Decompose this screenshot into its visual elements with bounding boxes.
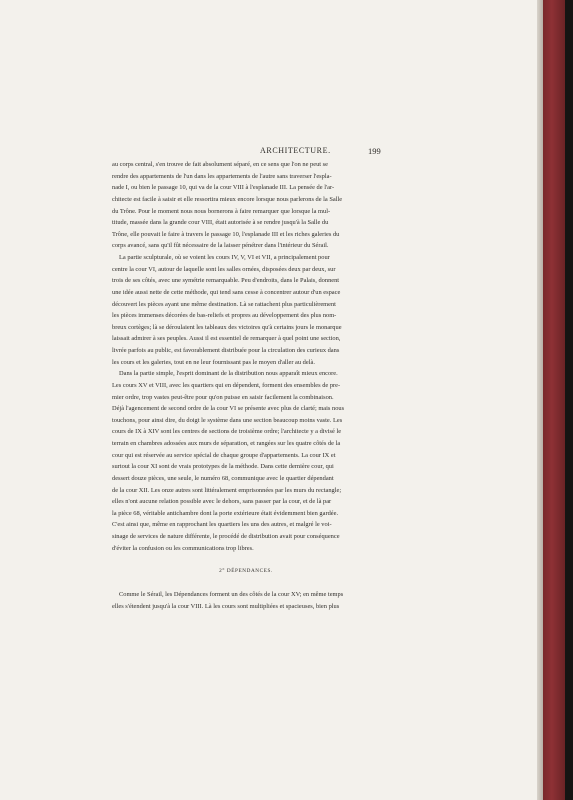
text-line: laissait admirer à ses peuples. Aussi il est essentiel de remarquer à quel point une section, [112,335,341,343]
background-shadow [565,0,573,800]
text-line: touchons, pour ainsi dire, du doigt le système dans une section beaucoup moins vaste. Les [112,416,343,424]
text-line: cours de IX à XIV sont les centres de sections de troisième ordre; l'architecte y a divisé le [112,428,342,436]
text-line: centre la cour VI, autour de laquelle sont les salles ornées, disposées deux par deux, sur [112,265,336,273]
text-line: Dans la partie simple, l'esprit dominant de la distribution nous apparaît mieux encore. [119,370,338,378]
text-line: terrain en chambres adossées aux murs de séparation, et rangées sur les quatre côtés de la [112,440,341,447]
text-line: sinage de services de nature différente, le procédé de distribution avait pour conséquence [112,533,340,540]
text-line: corps avancé, sans qu'il fût nécessaire de la laisser pénétrer dans l'intérieur du Sérail. [112,242,329,250]
text-line: surtout la cour XI sont de vrais prototypes de la méthode. Dans cette dernière cour, qui [112,463,334,471]
text-line: de la cour XII. Les onze autres sont littéralement emprisonnées par les murs du rectangle; [112,486,342,494]
text-line: livrée parfois au public, est favorablement distribuée pour la circulation des curieux dans [112,347,340,354]
text-line: Comme le Sérail, les Dépendances forment un des côtés de la cour XV; en même temps [119,591,344,599]
text-line: dessert douze pièces, une seule, le numéro 68, communique avec le quartier dépendant [112,474,334,482]
running-head: ARCHITECTURE. [260,146,331,155]
text-line: du Trône. Pour le moment nous nous bornerons à faire remarquer que lorsque la mul- [112,207,331,215]
body-text [112,159,380,612]
text-line: les cours et les galeries, tout en ne leur fournissant pas le moyen d'aller au delà. [112,358,315,366]
text-line: Trône, elle pouvait le faire à travers le passage 10, l'esplanade III et les riches galeries du [112,230,340,238]
text-line: d'éviter la confusion ou les communications trop libres. [112,544,254,552]
text-line: elles n'ont aucune relation possible avec le dehors, sans passer par la cour, et de là par [112,498,332,506]
text-line: Déjà l'agencement de second ordre de la cour VI se présente avec plus de clarté; mais nous [112,405,345,413]
book-cover-binding [543,0,565,800]
text-line: les pièces immenses décorées de bas-reliefs et propres au développement des plus nom- [112,312,337,320]
text-line: la pièce 68, véritable antichambre dont la porte extérieure était évidemment bien gardée. [112,509,339,517]
text-line: C'est ainsi que, même en rapprochant les quartiers les uns des autres, et malgré le voi- [112,521,332,529]
text-line: breux cortèges; là se déroulaient les tableaux des victoires qu'à certains jours le monarque [112,323,342,331]
text-line: au corps central, s'en trouve de fait absolument séparé, en ce sens que l'on ne peut se [112,161,328,168]
text-line: rendre des appartements de l'un dans les appartements de l'autre sans traverser l'espla- [112,172,332,180]
page-header [115,146,375,160]
text-line: trois de ses côtés, avec une symétrie remarquable. Peu d'endroits, dans le Palais, donnent [112,277,340,285]
text-line: une idée aussi nette de cette méthode, qui tend sans cesse à concentrer autour d'un espace [112,288,341,296]
text-line: cour qui est réservée au service spécial de chaque groupe d'appartements. La cour IX et [112,451,336,459]
page-number: 199 [368,146,381,156]
text-line: chitecte est facile à saisir et elle ressortira mieux encore lorsque nous parlerons de la Salle [112,195,343,203]
text-line: découvert les pièces ayant une même destination. Là se rattachent plus particulièrement [112,300,336,308]
text-line: titude, massée dans la grande cour VIII, était autorisée à se rendre jusqu'à la Salle du [112,219,329,227]
text-line: Les cours XV et VIII, avec les quartiers qui en dépendent, forment des ensembles de pre- [112,381,341,389]
text-line: elles s'étendent jusqu'à la cour VIII. Là les cours sont multipliées et spacieuses, bien plus [112,602,340,610]
section-spacer [112,577,380,589]
text-line: mier ordre, trop vastes peut-être pour qu'on puisse en saisir facilement la combinaison. [112,393,334,401]
section-heading: 2° DÉPENDANCES. [219,567,273,574]
text-line: nade I, ou bien le passage 10, qui va de la cour VIII à l'esplanade III. La pensée de l'ar- [112,184,335,192]
section-spacer [112,554,380,566]
text-line: La partie sculpturale, où se voient les cours IV, V, VI et VII, a principalement pour [119,254,330,261]
